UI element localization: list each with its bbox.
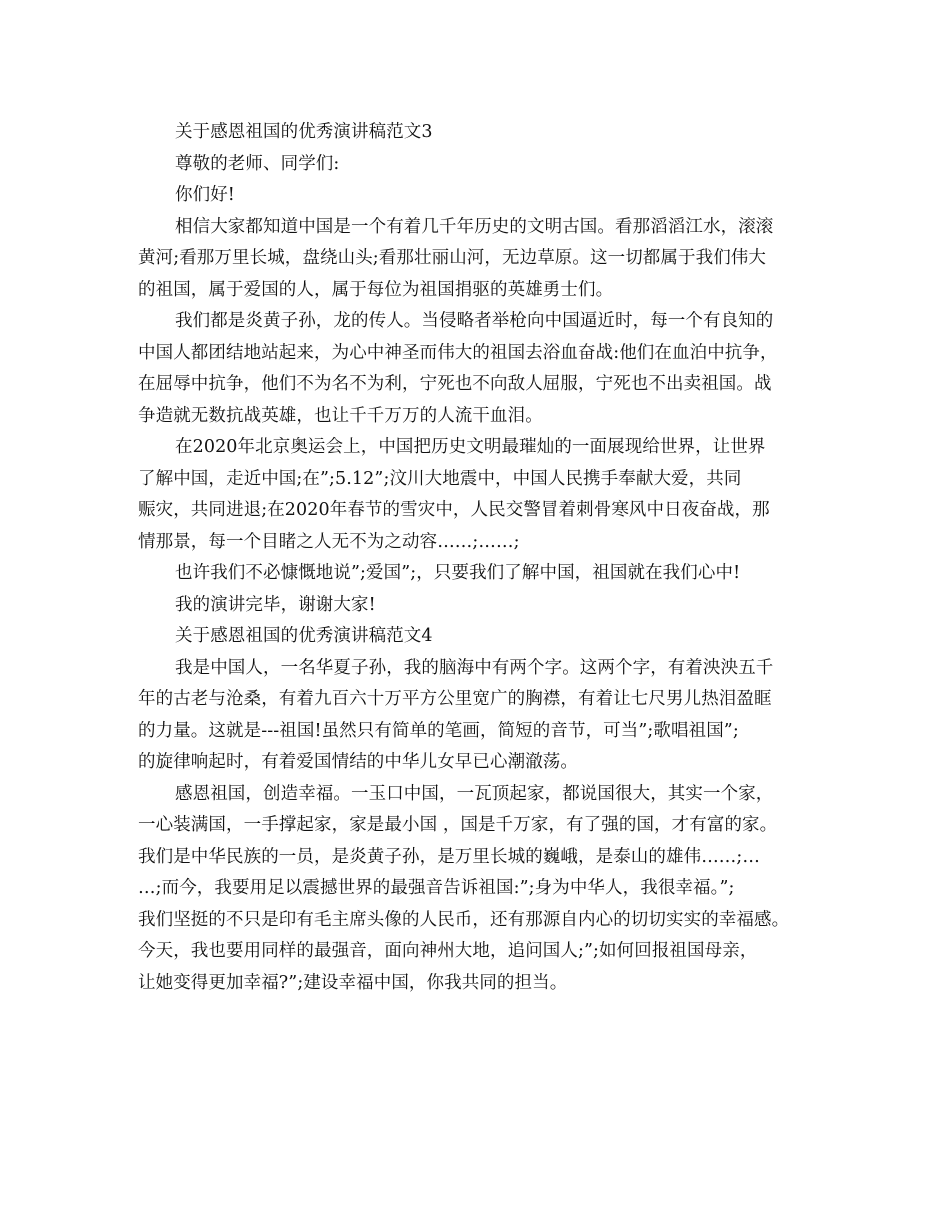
text-line: 争造就无数抗战英雄，也让千千万万的人流干血泪。: [138, 405, 543, 426]
text-line: 在2020年北京奥运会上，中国把历史文明最璀灿的一面展现给世界，让世界: [175, 437, 766, 457]
text-line: …;而今，我要用足以震撼世界的最强音告诉祖国:”;身为中华人，我很幸福。”;: [138, 878, 735, 898]
text-line: 今天，我也要用同样的最强音，面向神州大地，追问国人;”;如何回报祖国母亲，: [138, 941, 758, 961]
text-line: 我是中国人，一名华夏子孙，我的脑海中有两个字。这两个字，有着泱泱五千: [175, 657, 774, 678]
document-body: [138, 117, 814, 999]
text-line: 我们是中华民族的一员，是炎黄子孙，是万里长城的巍峨，是泰山的雄伟……;…: [138, 846, 760, 867]
text-line: 我的演讲完毕，谢谢大家!: [175, 594, 376, 615]
text-line: 感恩祖国，创造幸福。一玉口中国，一瓦顶起家，都说国很大，其实一个家，: [175, 783, 774, 804]
text-line: 黄河;看那万里长城，盘绕山头;看那壮丽山河，无边草原。这一切都属于我们伟大: [138, 248, 766, 268]
text-line: 关于感恩祖国的优秀演讲稿范文3: [175, 122, 433, 142]
text-line: 一心装满国，一手撑起家，家是最小国 ，国是千万家，有了强的国，才有富的家。: [138, 815, 778, 835]
text-line: 赈灾，共同进退;在2020年春节的雪灾中，人民交警冒着刺骨寒风中日夜奋战，那: [138, 500, 770, 520]
text-line: 中国人都团结地站起来，为心中神圣而伟大的祖国去浴血奋战:他们在血泊中抗争，: [138, 342, 778, 363]
text-line: 年的古老与沧桑，有着九百六十万平方公里宽广的胸襟，有着让七尺男儿热泪盈眶: [138, 689, 772, 709]
text-line: 的旋律响起时，有着爱国情结的中华儿女早已心潮澈荡。: [138, 752, 578, 772]
text-line: 情那景，每一个目睹之人无不为之动容……;……;: [138, 531, 520, 552]
text-line: 的祖国，属于爱国的人，属于每位为祖国捐驱的英雄勇士们。: [138, 279, 614, 300]
text-line: 关于感恩祖国的优秀演讲稿范文4: [175, 626, 433, 646]
text-line: 你们好!: [175, 185, 235, 205]
text-line: 在屈辱中抗争，他们不为名不为利，宁死也不向敌人屈服，宁死也不出卖祖国。战: [138, 374, 772, 394]
text-line: 也许我们不必慷慨地说”;爱国”;，只要我们了解中国，祖国就在我们心中!: [175, 563, 741, 583]
text-line: 相信大家都知道中国是一个有着几千年历史的文明古国。看那滔滔江水，滚滚: [175, 216, 774, 237]
text-line: 了解中国，走近中国;在”;5.12”;汶川大地震中，中国人民携手奉献大爱，共同: [138, 468, 742, 489]
text-line: 让她变得更加幸福?”;建设幸福中国，你我共同的担当。: [138, 972, 568, 993]
text-line: 尊敬的老师、同学们:: [175, 153, 340, 174]
text-line: 的力量。这就是---祖国!虽然只有简单的笔画，简短的音节，可当”;歌唱祖国”;: [138, 720, 739, 741]
text-line: 我们都是炎黄子孙，龙的传人。当侵略者举枪向中国逼近时，每一个有良知的: [175, 311, 774, 331]
text-line: 我们坚挺的不只是印有毛主席头像的人民币，还有那源自内心的切切实实的幸福感。: [138, 909, 790, 930]
